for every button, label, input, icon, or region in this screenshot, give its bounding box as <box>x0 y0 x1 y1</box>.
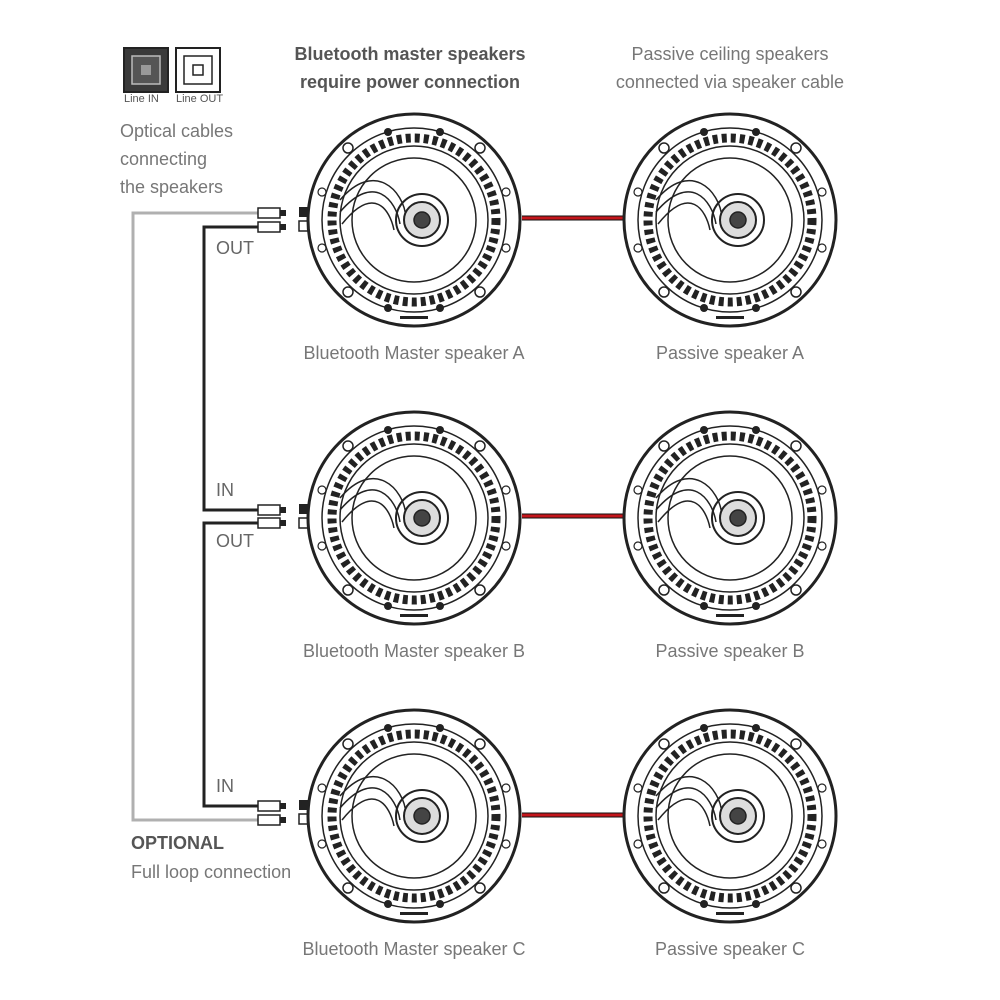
passive-speaker-a <box>622 112 838 328</box>
optical-plug <box>258 815 286 825</box>
passive-speaker-caption: Passive speaker C <box>654 939 806 959</box>
optical-note-line: Optical cables <box>120 121 234 141</box>
optical-note-line: the speakers <box>120 177 224 197</box>
optical-cable-b-to-c <box>204 523 258 806</box>
master-speaker-caption: Bluetooth Master speaker B <box>302 641 526 661</box>
optional-title: OPTIONAL <box>131 833 224 853</box>
out-label: OUT <box>216 238 254 258</box>
optional-subtitle: Full loop connection <box>131 862 292 882</box>
loop-cable <box>133 213 258 820</box>
passive-speaker-b <box>622 410 838 626</box>
passive-header-line: Passive ceiling speakers <box>631 44 829 64</box>
in-label: IN <box>216 480 234 500</box>
master-header-line: require power connection <box>299 72 521 92</box>
optical-cable-a-to-b <box>204 227 258 510</box>
optical-plug <box>258 518 286 528</box>
passive-speaker-c <box>622 708 838 924</box>
optical-plug <box>258 222 286 232</box>
line-out-caption: Line OUT <box>176 93 224 105</box>
optical-plug <box>258 208 286 218</box>
optical-plug <box>258 505 286 515</box>
line-in-caption: Line IN <box>124 93 159 105</box>
optical-plug <box>258 801 286 811</box>
master-speaker-caption: Bluetooth Master speaker C <box>302 939 526 959</box>
out-label: OUT <box>216 531 254 551</box>
master-speaker-caption: Bluetooth Master speaker A <box>303 343 525 363</box>
in-label: IN <box>216 776 234 796</box>
passive-speaker-caption: Passive speaker B <box>655 641 805 661</box>
passive-speaker-caption: Passive speaker A <box>655 343 805 363</box>
optical-note-line: connecting <box>120 149 208 169</box>
master-speaker-c <box>306 708 522 924</box>
passive-header-line: connected via speaker cable <box>615 72 845 92</box>
master-speaker-a <box>306 112 522 328</box>
master-speaker-b <box>306 410 522 626</box>
master-header-line: Bluetooth master speakers <box>294 44 526 64</box>
